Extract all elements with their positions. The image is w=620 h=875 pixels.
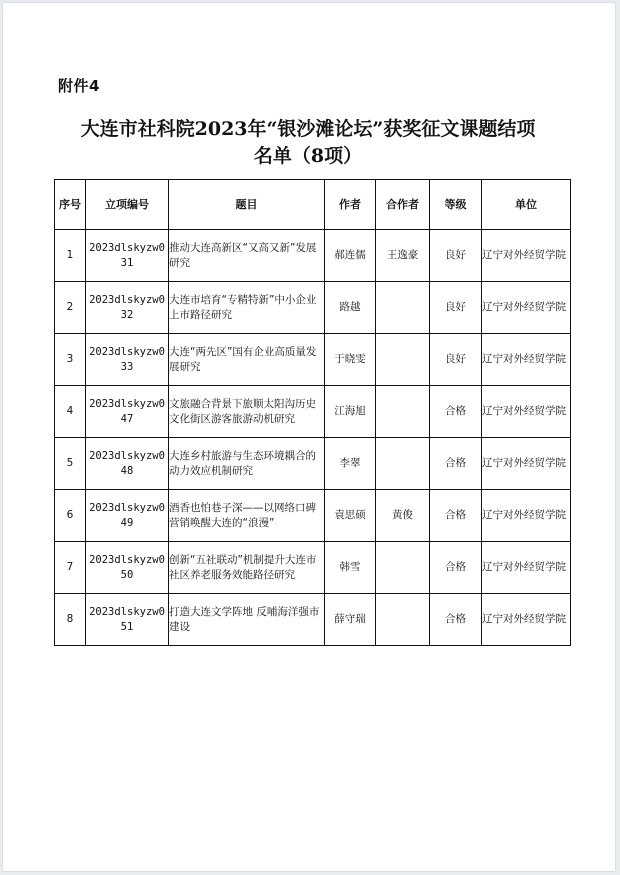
row-coauthor <box>376 438 430 490</box>
document-title-line-1: 大连市社科院2023年“银沙滩论坛”获奖征文课题结项 <box>80 118 536 140</box>
table-row <box>55 542 571 594</box>
header-code: 立项编号 <box>86 180 169 230</box>
row-topic: 创新“五社联动”机制提升大连市社区养老服务效能路径研究 <box>169 542 325 594</box>
document-title-line-2: 名单（8项） <box>253 145 363 167</box>
row-unit: 辽宁对外经贸学院 <box>482 386 571 438</box>
row-topic: 大连市培育“专精特新”中小企业上市路径研究 <box>169 282 325 334</box>
row-code: 2023dlskyzw051 <box>86 594 169 646</box>
row-unit: 辽宁对外经贸学院 <box>482 282 571 334</box>
row-unit: 辽宁对外经贸学院 <box>482 334 571 386</box>
row-code: 2023dlskyzw031 <box>86 230 169 282</box>
table-row <box>55 334 571 386</box>
table-row <box>55 230 571 282</box>
row-no: 2 <box>55 282 86 334</box>
row-author: 薛守瑞 <box>325 594 376 646</box>
header-grade: 等级 <box>430 180 482 230</box>
row-topic: 打造大连文学阵地 反哺海洋强市建设 <box>169 594 325 646</box>
row-code: 2023dlskyzw048 <box>86 438 169 490</box>
header-no: 序号 <box>55 180 86 230</box>
row-no: 6 <box>55 490 86 542</box>
row-author: 韩雪 <box>325 542 376 594</box>
row-coauthor <box>376 334 430 386</box>
row-unit: 辽宁对外经贸学院 <box>482 542 571 594</box>
row-code: 2023dlskyzw049 <box>86 490 169 542</box>
row-grade: 良好 <box>430 334 482 386</box>
table-row <box>55 594 571 646</box>
row-coauthor: 黄俊 <box>376 490 430 542</box>
row-grade: 良好 <box>430 230 482 282</box>
table-header-row <box>55 180 571 230</box>
header-author: 作者 <box>325 180 376 230</box>
row-coauthor: 王逸豪 <box>376 230 430 282</box>
document-page <box>3 3 615 871</box>
row-author: 李翠 <box>325 438 376 490</box>
row-author: 于晓雯 <box>325 334 376 386</box>
row-code: 2023dlskyzw032 <box>86 282 169 334</box>
table-row <box>55 282 571 334</box>
row-coauthor <box>376 386 430 438</box>
header-topic: 题目 <box>169 180 325 230</box>
row-no: 7 <box>55 542 86 594</box>
header-unit: 单位 <box>482 180 571 230</box>
row-unit: 辽宁对外经贸学院 <box>482 230 571 282</box>
row-topic: 大连乡村旅游与生态环境耦合的动力效应机制研究 <box>169 438 325 490</box>
table-row <box>55 490 571 542</box>
row-author: 路越 <box>325 282 376 334</box>
row-coauthor <box>376 594 430 646</box>
row-coauthor <box>376 282 430 334</box>
row-code: 2023dlskyzw050 <box>86 542 169 594</box>
row-topic: 文旅融合背景下旅顺太阳沟历史文化街区游客旅游动机研究 <box>169 386 325 438</box>
row-topic: 大连“两先区”国有企业高质量发展研究 <box>169 334 325 386</box>
row-no: 8 <box>55 594 86 646</box>
row-code: 2023dlskyzw033 <box>86 334 169 386</box>
row-grade: 良好 <box>430 282 482 334</box>
row-grade: 合格 <box>430 594 482 646</box>
row-author: 郝连儒 <box>325 230 376 282</box>
row-no: 3 <box>55 334 86 386</box>
project-list-table <box>54 179 571 646</box>
row-grade: 合格 <box>430 438 482 490</box>
row-author: 江海旭 <box>325 386 376 438</box>
row-author: 袁思硕 <box>325 490 376 542</box>
header-coauthor: 合作者 <box>376 180 430 230</box>
row-unit: 辽宁对外经贸学院 <box>482 438 571 490</box>
row-grade: 合格 <box>430 542 482 594</box>
row-no: 1 <box>55 230 86 282</box>
row-unit: 辽宁对外经贸学院 <box>482 490 571 542</box>
row-grade: 合格 <box>430 490 482 542</box>
row-topic: 酒香也怕巷子深——以网络口碑营销唤醒大连的“浪漫” <box>169 490 325 542</box>
row-unit: 辽宁对外经贸学院 <box>482 594 571 646</box>
row-coauthor <box>376 542 430 594</box>
row-grade: 合格 <box>430 386 482 438</box>
row-topic: 推动大连高新区“又高又新”发展研究 <box>169 230 325 282</box>
row-no: 5 <box>55 438 86 490</box>
table-row <box>55 438 571 490</box>
row-code: 2023dlskyzw047 <box>86 386 169 438</box>
table-row <box>55 386 571 438</box>
row-no: 4 <box>55 386 86 438</box>
attachment-label: 附件4 <box>58 77 100 95</box>
